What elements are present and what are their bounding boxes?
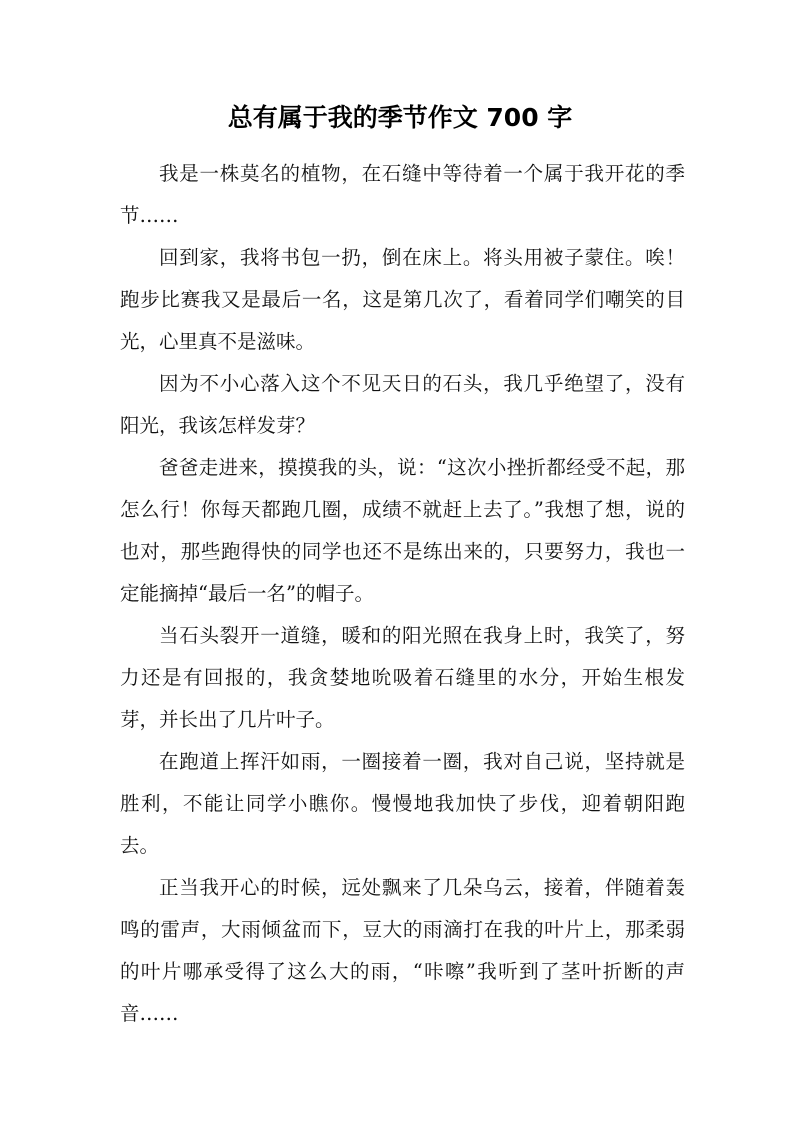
paragraph: 正当我开心的时候，远处飘来了几朵乌云，接着，伴随着轰鸣的雷声，大雨倾盆而下，豆大的雨滴打在我的叶片上，那柔弱的叶片哪承受得了这么大的雨，“咔嚓”我听到了茎叶折断的声音…… xyxy=(120,876,685,1025)
paragraph: 当石头裂开一道缝，暖和的阳光照在我身上时，我笑了，努力还是有回报的，我贪婪地吮吸着石缝里的水分，开始生根发芽，并长出了几片叶子。 xyxy=(120,624,685,731)
paragraph: 我是一株莫名的植物，在石缝中等待着一个属于我开花的季节…… xyxy=(120,162,685,227)
document-title: 总有属于我的季节作文 700 字 xyxy=(227,103,573,132)
paragraph: 因为不小心落入这个不见天日的石头，我几乎绝望了，没有阳光，我该怎样发芽？ xyxy=(120,372,685,437)
document-body xyxy=(120,153,685,1035)
paragraph: 在跑道上挥汗如雨，一圈接着一圈，我对自己说，坚持就是胜利，不能让同学小瞧你。慢慢地我加快了步伐，迎着朝阳跑去。 xyxy=(120,750,685,857)
paragraph: 回到家，我将书包一扔，倒在床上。将头用被子蒙住。唉！跑步比赛我又是最后一名，这是第几次了，看着同学们嘲笑的目光，心里真不是滋味。 xyxy=(120,246,685,353)
paragraph: 爸爸走进来，摸摸我的头，说：“这次小挫折都经受不起，那怎么行！你每天都跑几圈，成绩不就赶上去了。”我想了想，说的也对，那些跑得快的同学也还不是练出来的，只要努力，我也一定能摘掉“最后一名”的帽子。 xyxy=(120,456,685,605)
